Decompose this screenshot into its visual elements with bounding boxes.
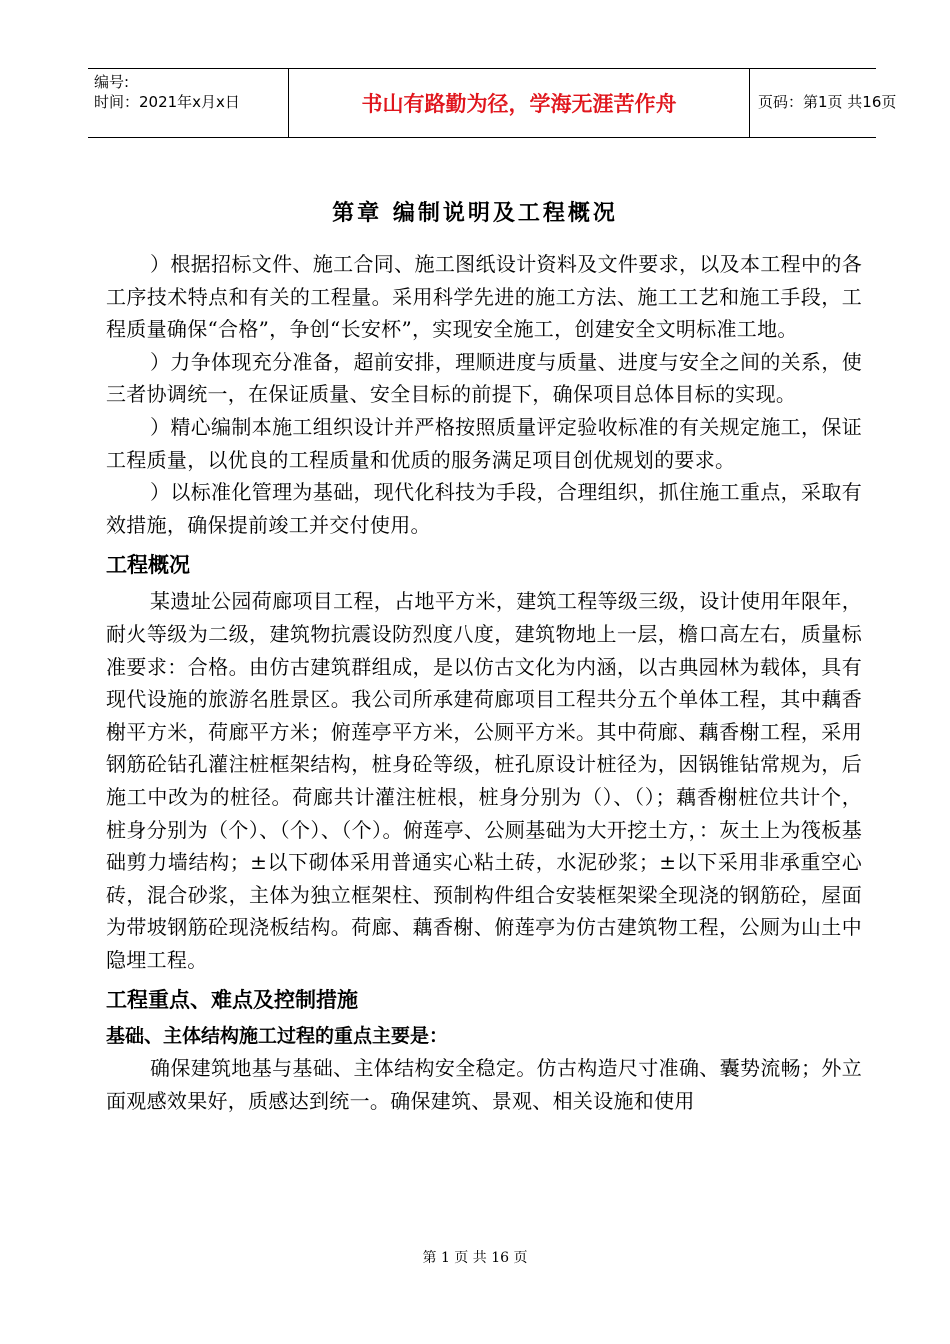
overview-paragraph: 某遗址公园荷廊项目工程，占地平方米，建筑工程等级三级，设计使用年限年，耐火等级为二级，建筑物抗震设防烈度八度，建筑物地上一层，檐口高左右，质量标准要求：合格。由仿古建筑群组成，是以仿古文化为内涵，以古典园林为载体，具有现代设施的旅游名胜景区。我公司所承建荷廊项目工程共分五个单体工程，其中藕香榭平方米，荷廊平方米；俯莲亭平方米，公厕平方米。其中荷廊、藕香榭工程，采用钢筋砼钻孔灌注桩框架结构，桩身砼等级，桩孔原设计桩径为，因锅锥钻常规为，后施工中改为的桩径。荷廊共计灌注桩根，桩身分别为（）、（）；藕香榭桩位共计个，桩身分别为（个）、（个）、（个）。俯莲亭、公厕基础为大开挖土方，：灰土上为筏板基础剪力墙结构；±以下砌体采用普通实心粘土砖，水泥砂浆；±以下采用非承重空心砖，混合砂浆，主体为独立框架柱、预制构件组合安装框架梁全现浇的钢筋砼，屋面为带坡钢筋砼现浇板结构。荷廊、藕香榭、俯莲亭为仿古建筑物工程，公厕为山土中隐埋工程。 bbox=[106, 589, 862, 972]
intro-paragraph-1: ）根据招标文件、施工合同、施工图纸设计资料及文件要求，以及本工程中的各工序技术特点和有关的工程量。采用科学先进的施工方法、施工工艺和施工手段，工程质量确保“合格”，争创“长安杯”，实现安全施工，创建安全文明标准工地。 bbox=[106, 252, 862, 342]
header-page-cell bbox=[748, 69, 897, 137]
header-motto: 书山有路勤为径，学海无涯苦作舟 bbox=[361, 92, 677, 116]
chapter-title: 第章 编制说明及工程概况 bbox=[332, 200, 618, 226]
header-page-info: 页码：第1页 共16页 bbox=[758, 93, 897, 111]
intro-paragraph-4: ）以标准化管理为基础，现代化科技为手段，合理组织，抓住施工重点，采取有效措施，确保提前竣工并交付使用。 bbox=[106, 480, 862, 537]
document-time-label: 时间：2021年x月x日 bbox=[94, 93, 240, 111]
document-number-label: 编号: bbox=[94, 73, 130, 91]
header-motto-cell bbox=[288, 69, 750, 137]
page-header-table bbox=[88, 68, 897, 138]
header-left-cell bbox=[88, 69, 288, 137]
section-heading-overview: 工程概况 bbox=[106, 553, 190, 578]
subheading-key-points: 基础、主体结构施工过程的重点主要是： bbox=[106, 1025, 449, 1048]
page-footer: 第 1 页 共 16 页 bbox=[422, 1250, 528, 1266]
intro-paragraph-2: ）力争体现充分准备，超前安排，理顺进度与质量、进度与安全之间的关系，使三者协调统一，在保证质量、安全目标的前提下，确保项目总体目标的实现。 bbox=[106, 349, 862, 407]
intro-paragraph-3: ）精心编制本施工组织设计并严格按照质量评定验收标准的有关规定施工，保证工程质量，以优良的工程质量和优质的服务满足项目创优规划的要求。 bbox=[106, 414, 862, 472]
key-points-paragraph: 确保建筑地基与基础、主体结构安全稳定。仿古构造尺寸准确、囊势流畅；外立面观感效果好，质感达到统一。确保建筑、景观、相关设施和使用 bbox=[106, 1056, 862, 1114]
document-body bbox=[106, 248, 862, 1118]
section-heading-key-points: 工程重点、难点及控制措施 bbox=[106, 988, 358, 1013]
